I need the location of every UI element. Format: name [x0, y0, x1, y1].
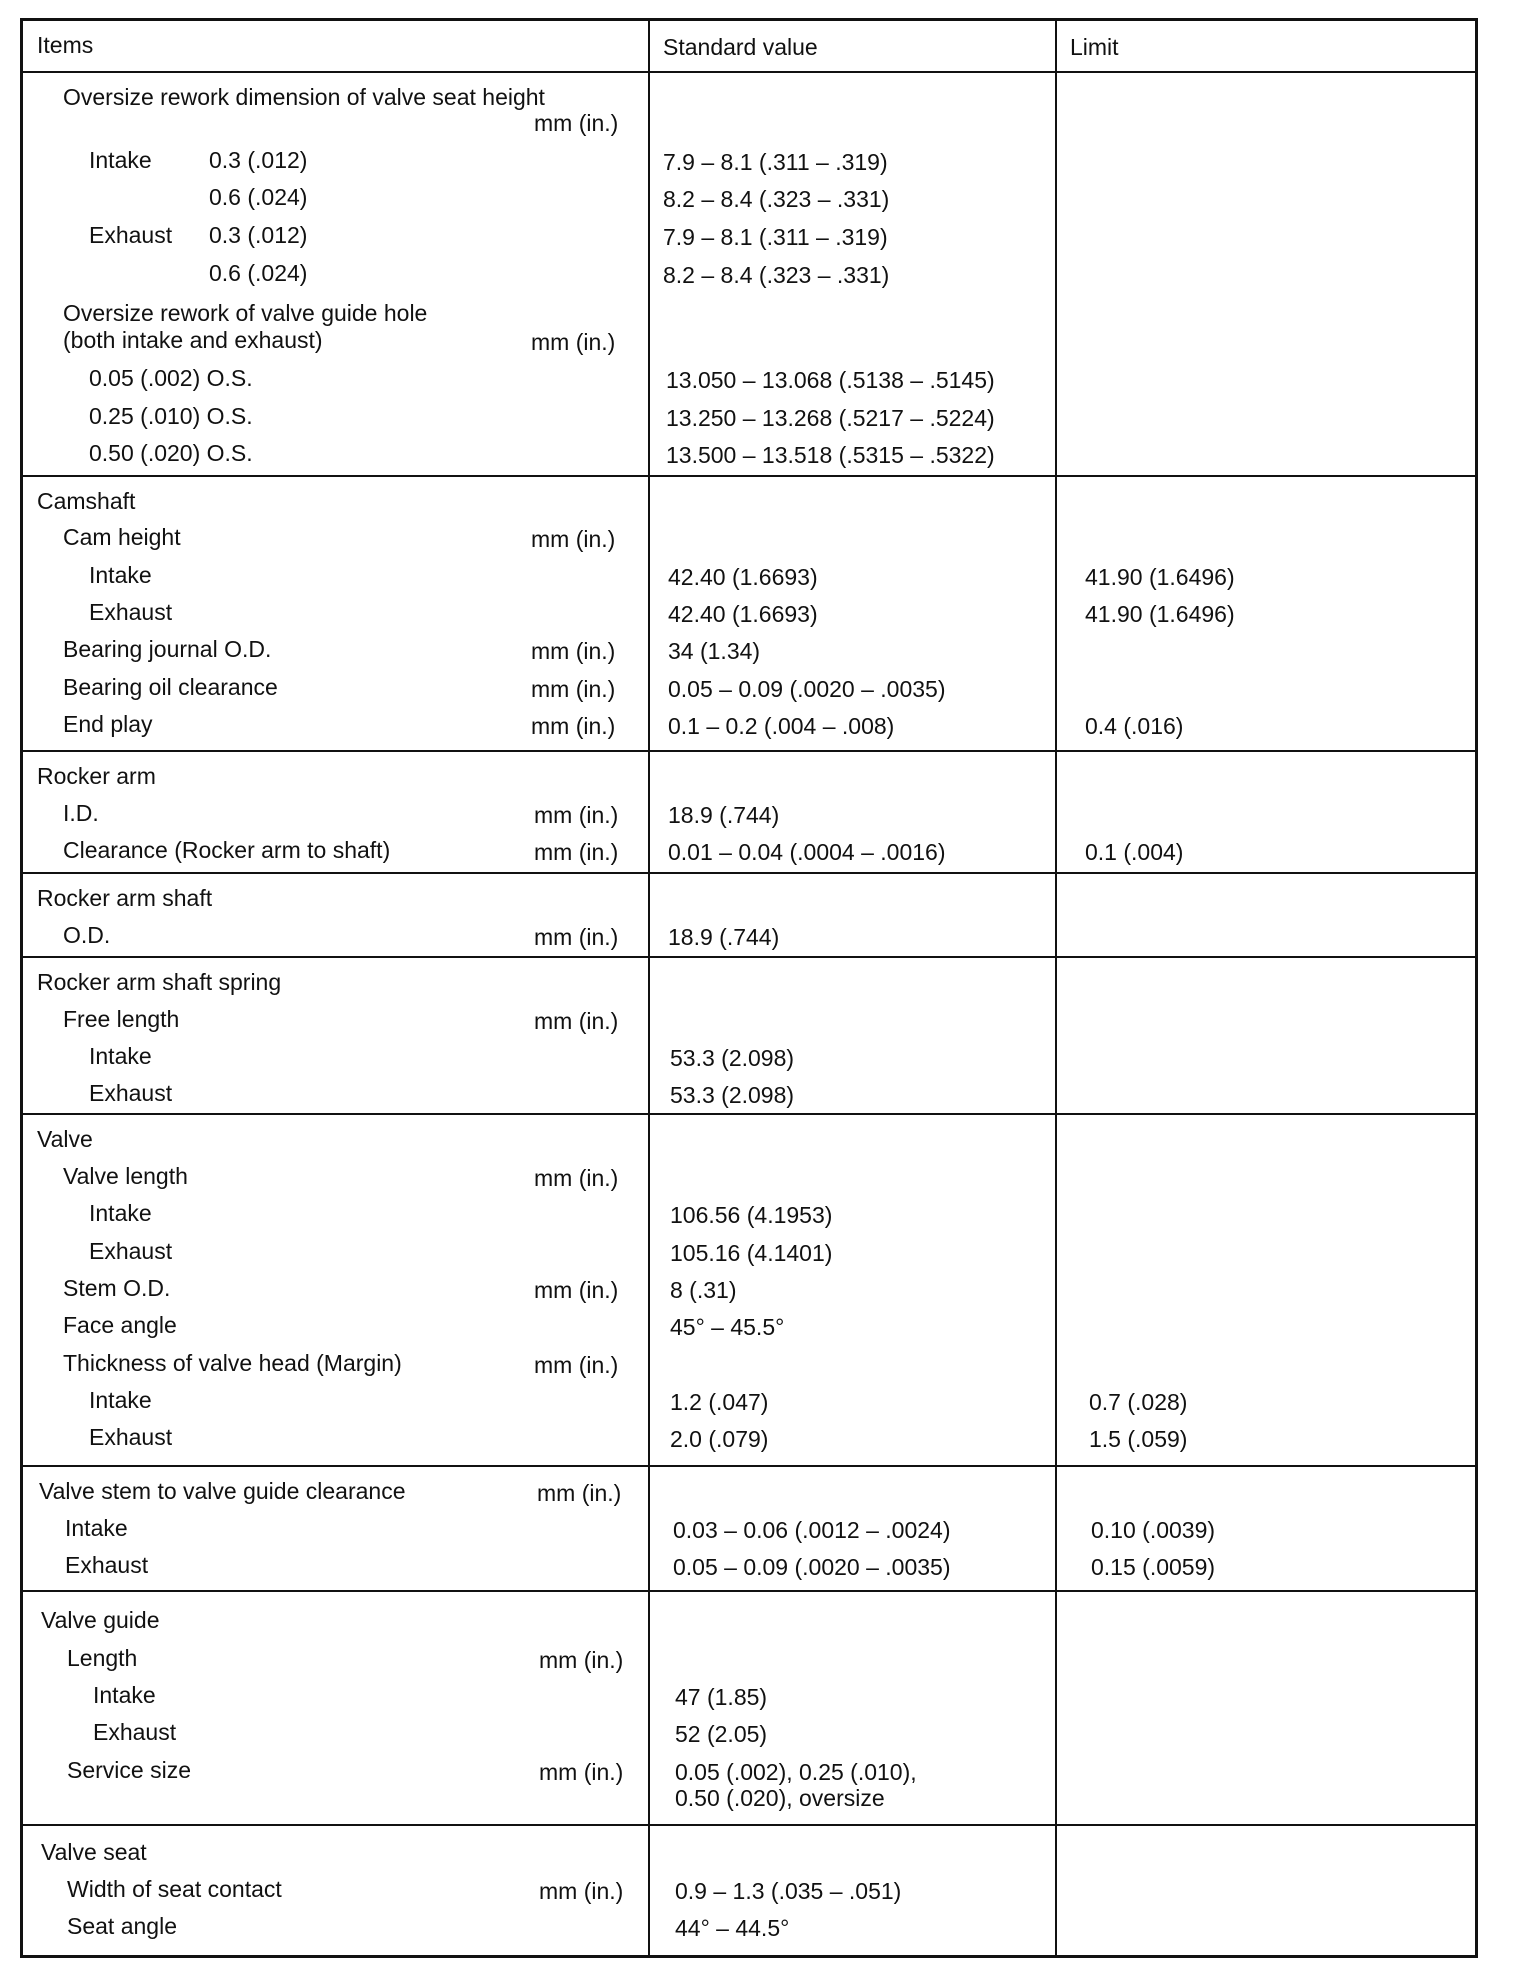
row-size: 0.3 (.012): [209, 222, 308, 248]
standard-value: 52 (2.05): [675, 1721, 768, 1747]
cam-height-label: Cam height: [63, 524, 181, 550]
standard-value: 53.3 (2.098): [670, 1082, 795, 1108]
limit-value: 41.90 (1.6496): [1085, 601, 1235, 627]
standard-value: 8.2 – 8.4 (.323 – .331): [663, 186, 890, 212]
unit-label: mm (in.): [537, 1480, 622, 1506]
standard-value: 47 (1.85): [675, 1684, 768, 1710]
unit-label: mm (in.): [534, 802, 619, 828]
limit-value: 0.1 (.004): [1085, 839, 1184, 865]
row-label: Exhaust: [93, 1719, 177, 1745]
section-divider: [23, 1824, 1475, 1826]
margin-label: Thickness of valve head (Margin): [63, 1350, 402, 1376]
row-label: 0.50 (.020) O.S.: [89, 440, 253, 466]
rocker-arm-title: Rocker arm: [37, 763, 156, 789]
row-label: Intake: [93, 1682, 156, 1708]
standard-value: 1.2 (.047): [670, 1389, 769, 1415]
row-label: Exhaust: [89, 222, 173, 248]
limit-value: 41.90 (1.6496): [1085, 564, 1235, 590]
row-label: Intake: [89, 1387, 152, 1413]
unit-label: mm (in.): [531, 713, 616, 739]
limit-value: 0.15 (.0059): [1091, 1554, 1216, 1580]
standard-value: 0.03 – 0.06 (.0012 – .0024): [673, 1517, 951, 1543]
limit-value: 0.10 (.0039): [1091, 1517, 1216, 1543]
camshaft-title: Camshaft: [37, 488, 136, 514]
standard-value: 0.05 – 0.09 (.0020 – .0035): [673, 1554, 951, 1580]
standard-value: 7.9 – 8.1 (.311 – .319): [663, 224, 888, 250]
row-label: Service size: [67, 1757, 191, 1783]
row-label: Intake: [89, 1200, 152, 1226]
valve-guide-rework-title: Oversize rework of valve guide hole: [63, 300, 428, 326]
header-standard-value: Standard value: [663, 34, 818, 60]
standard-value: 13.050 – 13.068 (.5138 – .5145): [666, 367, 995, 393]
limit-value: 1.5 (.059): [1089, 1426, 1188, 1452]
standard-value: 53.3 (2.098): [670, 1045, 795, 1071]
row-label: Intake: [65, 1515, 128, 1541]
standard-value: 0.05 – 0.09 (.0020 – .0035): [668, 676, 946, 702]
standard-value: 42.40 (1.6693): [668, 564, 818, 590]
header-divider: [23, 71, 1475, 73]
unit-label: mm (in.): [531, 676, 616, 702]
standard-value: 13.250 – 13.268 (.5217 – .5224): [666, 405, 995, 431]
header-items: Items: [37, 32, 94, 58]
standard-value: 105.16 (4.1401): [670, 1240, 833, 1266]
valve-guide-length-label: Length: [67, 1645, 138, 1671]
spec-table: [20, 18, 1478, 1958]
valve-guide-title: Valve guide: [41, 1607, 160, 1633]
limit-value: 0.4 (.016): [1085, 713, 1184, 739]
unit-label: mm (in.): [534, 924, 619, 950]
column-divider-limit: [1055, 21, 1057, 1955]
valve-length-label: Valve length: [63, 1163, 188, 1189]
row-label: O.D.: [63, 922, 111, 948]
valve-seat-rework-title: Oversize rework dimension of valve seat height: [63, 84, 545, 110]
rocker-spring-title: Rocker arm shaft spring: [37, 969, 282, 995]
section-divider: [23, 475, 1475, 477]
row-label: Exhaust: [89, 1080, 173, 1106]
section-divider: [23, 1465, 1475, 1467]
standard-value: 0.01 – 0.04 (.0004 – .0016): [668, 839, 946, 865]
unit-label: mm (in.): [531, 638, 616, 664]
row-label: 0.25 (.010) O.S.: [89, 403, 253, 429]
standard-value: 8 (.31): [670, 1277, 737, 1303]
unit-label: mm (in.): [534, 839, 619, 865]
row-label: Exhaust: [65, 1552, 149, 1578]
row-label: Exhaust: [89, 1424, 173, 1450]
row-label: Width of seat contact: [67, 1876, 282, 1902]
column-divider-standard: [648, 21, 650, 1955]
rocker-shaft-title: Rocker arm shaft: [37, 885, 213, 911]
row-label: Stem O.D.: [63, 1275, 171, 1301]
standard-value: 0.05 (.002), 0.25 (.010),: [675, 1759, 917, 1785]
row-label: Bearing oil clearance: [63, 674, 278, 700]
row-size: 0.3 (.012): [209, 147, 308, 173]
unit-label: mm (in.): [531, 329, 616, 355]
row-label: Seat angle: [67, 1913, 177, 1939]
row-label: I.D.: [63, 800, 99, 826]
standard-value: 18.9 (.744): [668, 924, 780, 950]
standard-value: 18.9 (.744): [668, 802, 780, 828]
row-label: Intake: [89, 1043, 152, 1069]
section-divider: [23, 872, 1475, 874]
standard-value: 42.40 (1.6693): [668, 601, 818, 627]
stem-clearance-title: Valve stem to valve guide clearance: [39, 1478, 406, 1504]
standard-value: 0.50 (.020), oversize: [675, 1785, 885, 1811]
standard-value: 13.500 – 13.518 (.5315 – .5322): [666, 442, 995, 468]
standard-value: 0.9 – 1.3 (.035 – .051): [675, 1878, 902, 1904]
free-length-label: Free length: [63, 1006, 180, 1032]
unit-label: mm (in.): [534, 1165, 619, 1191]
row-label: Clearance (Rocker arm to shaft): [63, 837, 391, 863]
valve-seat-title: Valve seat: [41, 1839, 147, 1865]
row-label: End play: [63, 711, 153, 737]
unit-label: mm (in.): [534, 1277, 619, 1303]
row-size: 0.6 (.024): [209, 184, 308, 210]
standard-value: 7.9 – 8.1 (.311 – .319): [663, 149, 888, 175]
row-label: Intake: [89, 562, 152, 588]
standard-value: 8.2 – 8.4 (.323 – .331): [663, 262, 890, 288]
unit-label: mm (in.): [539, 1647, 624, 1673]
standard-value: 44° – 44.5°: [675, 1915, 790, 1941]
section-divider: [23, 750, 1475, 752]
unit-label: mm (in.): [534, 1008, 619, 1034]
standard-value: 45° – 45.5°: [670, 1314, 785, 1340]
row-label: Exhaust: [89, 1238, 173, 1264]
unit-label: mm (in.): [534, 110, 619, 136]
row-label: 0.05 (.002) O.S.: [89, 365, 253, 391]
limit-value: 0.7 (.028): [1089, 1389, 1188, 1415]
unit-label: mm (in.): [531, 526, 616, 552]
section-divider: [23, 1113, 1475, 1115]
valve-title: Valve: [37, 1126, 93, 1152]
unit-label: mm (in.): [539, 1878, 624, 1904]
section-divider: [23, 1590, 1475, 1592]
header-limit: Limit: [1070, 34, 1119, 60]
standard-value: 2.0 (.079): [670, 1426, 769, 1452]
row-label: Face angle: [63, 1312, 177, 1338]
row-size: 0.6 (.024): [209, 260, 308, 286]
row-label: Exhaust: [89, 599, 173, 625]
standard-value: 34 (1.34): [668, 638, 761, 664]
standard-value: 106.56 (4.1953): [670, 1202, 833, 1228]
row-label: Intake: [89, 147, 152, 173]
section-divider: [23, 956, 1475, 958]
unit-label: mm (in.): [534, 1352, 619, 1378]
standard-value: 0.1 – 0.2 (.004 – .008): [668, 713, 895, 739]
unit-label: mm (in.): [539, 1759, 624, 1785]
valve-guide-rework-subtitle: (both intake and exhaust): [63, 327, 323, 353]
row-label: Bearing journal O.D.: [63, 636, 272, 662]
